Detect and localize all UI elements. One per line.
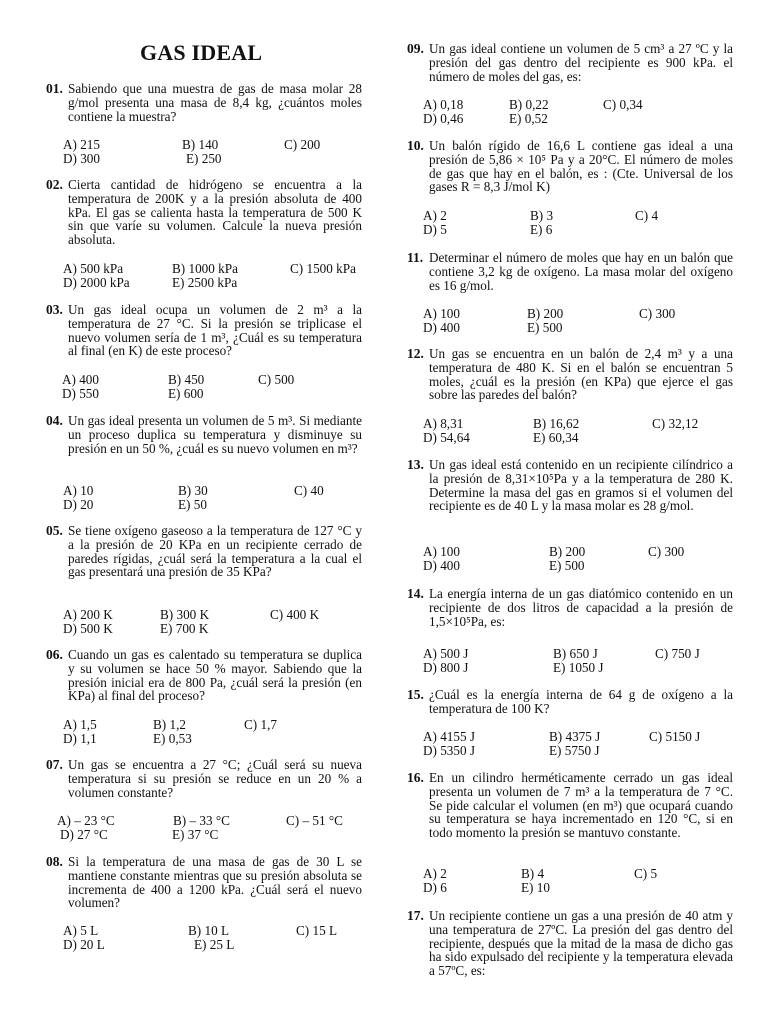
option-e: E) 6	[530, 222, 553, 237]
question-number: 15.	[407, 687, 424, 702]
question-text: Un gas se encuentra a 27 °C; ¿Cuál será su nueva temperatura si su presión se reduce en un 20 % a volumen constante?	[68, 757, 362, 800]
question-text: Cierta cantidad de hidrógeno se encuentra a la temperatura de 200K y a la presión absoluta de 400 kPa. El gas se calienta hasta la temperatura de 500 K sin que varíe su volumen. Calcule la nueva presión absoluta.	[68, 177, 362, 248]
question-number: 01.	[46, 81, 63, 96]
option-d: D) 5	[423, 222, 447, 237]
option-a: A) 100	[423, 544, 460, 559]
option-d: D) 400	[423, 558, 460, 573]
option-d: D) 1,1	[63, 731, 97, 746]
option-d: D) 300	[63, 151, 100, 166]
option-d: D) 27 °C	[60, 827, 108, 842]
question-number: 06.	[46, 647, 63, 662]
option-d: D) 54,64	[423, 430, 470, 445]
question-text: Un gas ideal contiene un volumen de 5 cm³ a 27 ºC y la presión del gas dentro del recipiente es 900 kPa. el número de moles del gas, es:	[429, 41, 733, 84]
option-c: C) 5150 J	[649, 729, 701, 744]
option-c: C) 40	[294, 483, 324, 498]
option-c: C) 400 K	[270, 607, 320, 622]
option-b: B) 4	[521, 866, 545, 881]
option-b: B) 3	[530, 208, 554, 223]
question-number: 11.	[407, 250, 424, 265]
question-number: 05.	[46, 523, 63, 538]
question-text: En un cilindro herméticamente cerrado un gas ideal presenta un volumen de 7 m³ a la temperatura de 7 °C. Se pide calcular el volumen (en m³) que ocupará cuando su temperatura se haya incrementado en 120 °C, si en todo momento la presión se mantuvo constante.	[429, 770, 733, 841]
option-e: E) 37 °C	[172, 827, 219, 842]
question-number: 08.	[46, 854, 63, 869]
option-e: E) 600	[168, 386, 204, 401]
option-b: B) 10 L	[188, 923, 230, 938]
option-c: C) 1500 kPa	[290, 261, 356, 276]
option-c: C) – 51 °C	[286, 813, 343, 828]
option-e: E) 1050 J	[553, 660, 604, 675]
option-e: E) 500	[527, 320, 563, 335]
option-e: E) 2500 kPa	[172, 275, 238, 290]
option-c: C) 15 L	[296, 923, 338, 938]
option-a: A) 4155 J	[423, 729, 476, 744]
question-number: 14.	[407, 586, 424, 601]
option-d: D) 800 J	[423, 660, 469, 675]
option-d: D) 550	[62, 386, 99, 401]
option-e: E) 25 L	[194, 937, 235, 952]
option-d: D) 6	[423, 880, 447, 895]
option-b: B) 450	[168, 372, 205, 387]
option-b: B) 0,22	[509, 97, 549, 112]
question-number: 16.	[407, 770, 424, 785]
option-d: D) 2000 kPa	[63, 275, 130, 290]
option-d: D) 20 L	[63, 937, 105, 952]
question-text: ¿Cuál es la energía interna de 64 g de oxígeno a la temperatura de 100 K?	[429, 687, 733, 716]
question-text: Un gas ideal presenta un volumen de 5 m³. Si mediante un proceso duplica su temperatura y disminuye su presión en un 50 %, ¿cuál es su nuevo volumen en m³?	[68, 413, 362, 456]
option-c: C) 750 J	[655, 646, 700, 661]
question-number: 12.	[407, 346, 424, 361]
page-title: GAS IDEAL	[140, 40, 263, 65]
option-b: B) 1000 kPa	[172, 261, 238, 276]
option-d: D) 400	[423, 320, 460, 335]
option-b: B) 200	[527, 306, 564, 321]
option-c: C) 4	[635, 208, 659, 223]
option-c: C) 200	[284, 137, 321, 152]
option-e: E) 5750 J	[549, 743, 600, 758]
question-text: La energía interna de un gas diatómico contenido en un recipiente de dos litros de capacidad a la presión de 1,5×10⁵Pa, es:	[429, 586, 733, 629]
option-b: B) 1,2	[153, 717, 186, 732]
option-e: E) 50	[178, 497, 207, 512]
option-e: E) 0,52	[509, 111, 548, 126]
option-a: A) 500 kPa	[63, 261, 124, 276]
option-a: A) 8,31	[423, 416, 464, 431]
option-a: A) – 23 °C	[57, 813, 115, 828]
option-b: B) 4375 J	[549, 729, 601, 744]
question-text: Se tiene oxígeno gaseoso a la temperatura de 127 °C y a la presión de 20 KPa en un recipiente cerrado de paredes rígidas, ¿cuál será la temperatura a la cual el gas presentará una presión de 35 KPa?	[68, 523, 362, 580]
question-number: 17.	[407, 908, 424, 923]
option-a: A) 10	[63, 483, 94, 498]
option-b: B) 16,62	[533, 416, 580, 431]
option-e: E) 10	[521, 880, 550, 895]
option-e: E) 250	[186, 151, 222, 166]
option-b: B) – 33 °C	[173, 813, 230, 828]
option-c: C) 300	[648, 544, 685, 559]
option-a: A) 1,5	[63, 717, 97, 732]
question-text: Un gas ideal está contenido en un recipiente cilíndrico a la presión de 8,31×10⁵Pa y a la temperatura de 280 K. Determine la masa del gas en gramos si el volumen del recipiente es de 40 L y la masa molar es 28 g/mol.	[429, 457, 733, 514]
question-text: Un gas ideal ocupa un volumen de 2 m³ a la temperatura de 27 °C. Si la presión se triplicase el nuevo volumen sería de 1 m³, ¿Cuál es su temperatura al final (en K) de este proceso?	[68, 302, 362, 359]
question-text: Sabiendo que una muestra de gas de masa molar 28 g/mol presenta una masa de 8,4 kg, ¿cuántos moles contiene la muestra?	[68, 81, 362, 124]
option-a: A) 400	[62, 372, 99, 387]
question-text: Determinar el número de moles que hay en un balón que contiene 3,2 kg de oxígeno. La masa molar del oxígeno es 16 g/mol.	[429, 250, 733, 293]
question-text: Un gas se encuentra en un balón de 2,4 m³ y a una temperatura de 480 K. Si en el balón se encuentran 5 moles, ¿cuál es la presión (en KPa) que ejerce el gas sobre las paredes del balón?	[429, 346, 733, 403]
question-number: 10.	[407, 138, 424, 153]
option-c: C) 1,7	[244, 717, 277, 732]
option-c: C) 300	[639, 306, 676, 321]
option-b: B) 300 K	[160, 607, 210, 622]
option-c: C) 5	[634, 866, 658, 881]
question-number: 13.	[407, 457, 424, 472]
question-text: Si la temperatura de una masa de gas de 30 L se mantiene constante mientras que su presión absoluta se incrementa de 400 a 1200 kPa. ¿Cuál será el nuevo volumen?	[68, 854, 362, 911]
option-d: D) 5350 J	[423, 743, 476, 758]
option-a: A) 500 J	[423, 646, 469, 661]
option-e: E) 500	[549, 558, 585, 573]
option-c: C) 32,12	[652, 416, 699, 431]
option-a: A) 2	[423, 866, 447, 881]
option-a: A) 2	[423, 208, 447, 223]
option-a: A) 5 L	[63, 923, 99, 938]
question-number: 09.	[407, 41, 424, 56]
question-number: 03.	[46, 302, 63, 317]
question-number: 02.	[46, 177, 63, 192]
option-b: B) 30	[178, 483, 208, 498]
option-c: C) 500	[258, 372, 295, 387]
option-e: E) 700 K	[160, 621, 209, 636]
option-b: B) 200	[549, 544, 586, 559]
option-a: A) 200 K	[63, 607, 113, 622]
question-text: Un balón rígido de 16,6 L contiene gas ideal a una presión de 5,86 × 10⁵ Pa y a 20°C. El número de moles de gas que hay en el balón, es : (Cte. Universal de los gases R = 8,3 J/mol K)	[429, 138, 733, 195]
question-text: Un recipiente contiene un gas a una presión de 40 atm y una temperatura de 27ºC. La presión del gas dentro del recipiente, después que la mitad de la masa de dicho gas ha sido expulsado del recipiente y la temperatura elevada a 57ºC, es:	[429, 908, 733, 979]
option-e: E) 0,53	[153, 731, 192, 746]
option-a: A) 215	[63, 137, 100, 152]
question-number: 07.	[46, 757, 63, 772]
option-d: D) 20	[63, 497, 94, 512]
option-b: B) 650 J	[553, 646, 598, 661]
option-d: D) 0,46	[423, 111, 464, 126]
option-a: A) 0,18	[423, 97, 464, 112]
option-a: A) 100	[423, 306, 460, 321]
option-d: D) 500 K	[63, 621, 113, 636]
option-b: B) 140	[182, 137, 219, 152]
question-text: Cuando un gas es calentado su temperatura se duplica y su volumen se hace 50 % mayor. Sabiendo que la presión inicial era de 800 Pa, ¿cuál será la presión (en KPa) al final del proceso?	[68, 647, 362, 704]
option-c: C) 0,34	[603, 97, 643, 112]
option-e: E) 60,34	[533, 430, 579, 445]
question-number: 04.	[46, 413, 63, 428]
